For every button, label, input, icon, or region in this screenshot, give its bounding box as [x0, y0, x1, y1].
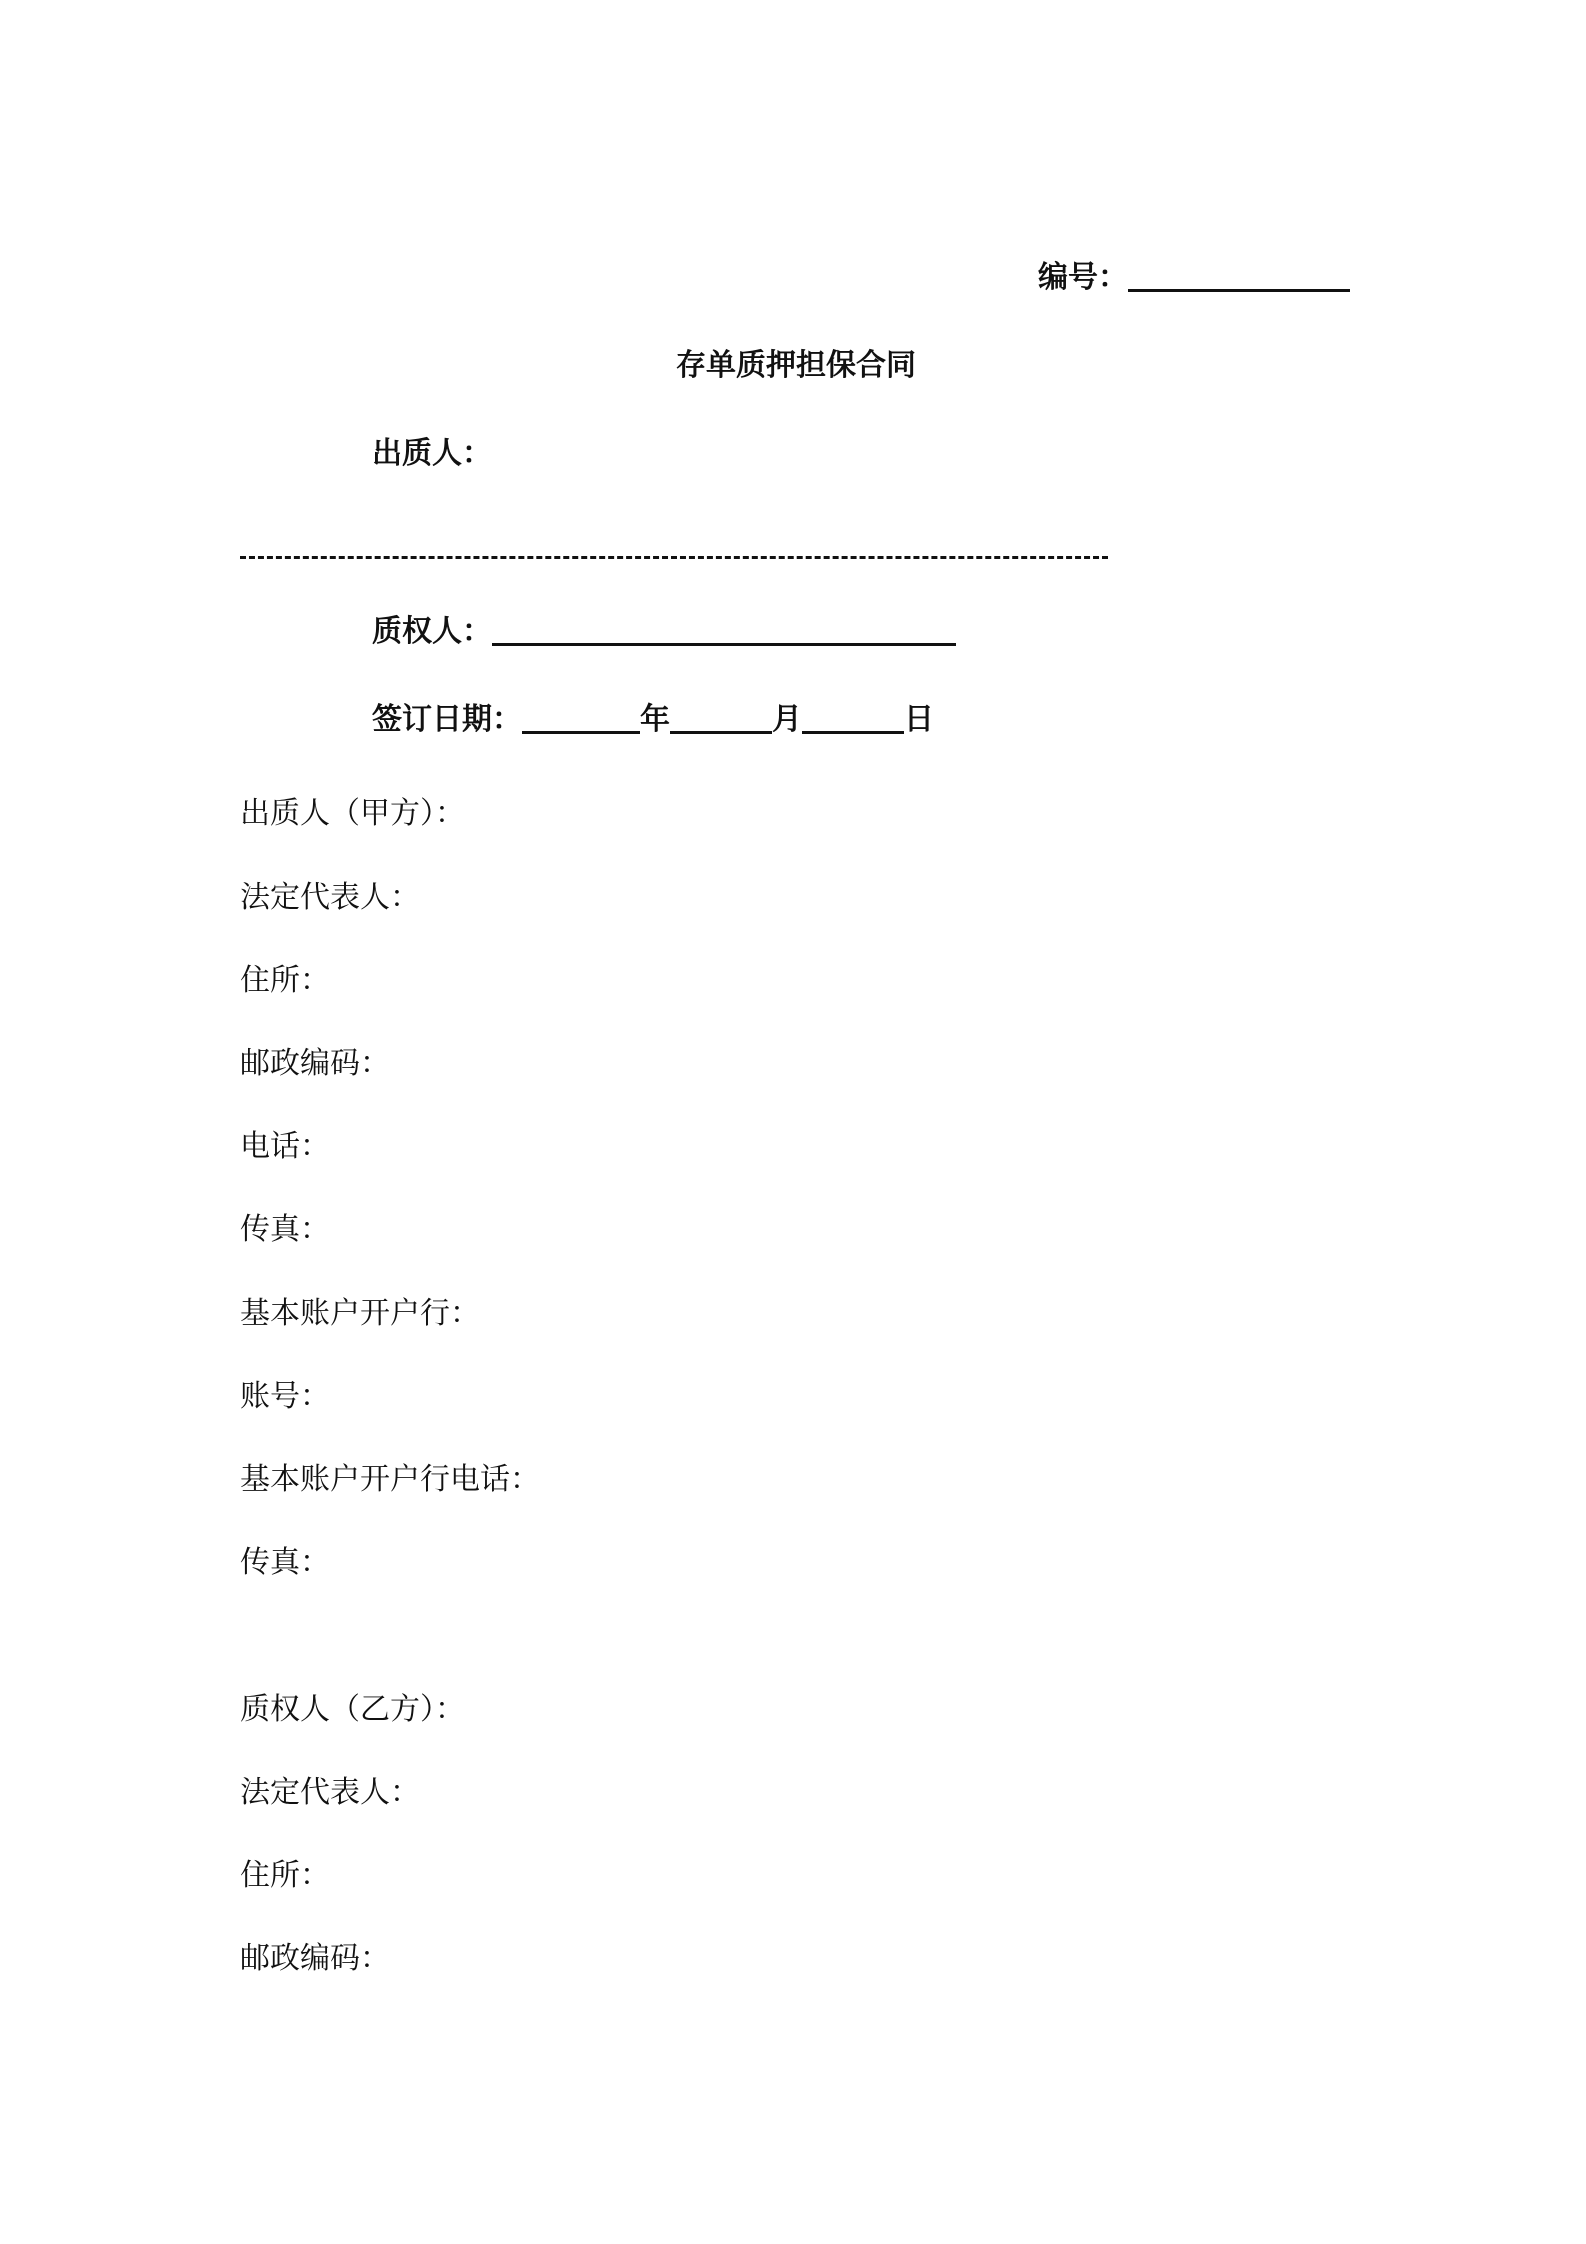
- party-b-postcode: 邮政编码：: [240, 1941, 390, 1976]
- contract-number-blank[interactable]: [1128, 289, 1350, 292]
- sign-year-blank[interactable]: [522, 731, 640, 734]
- sign-month-label: 月: [772, 702, 802, 737]
- party-a-legal-rep: 法定代表人：: [240, 880, 420, 915]
- party-a-bank: 基本账户开户行：: [240, 1296, 480, 1331]
- party-a-fax: 传真：: [240, 1212, 330, 1247]
- cover-pledgee-line: [372, 614, 956, 650]
- party-a-bank-phone: 基本账户开户行电话：: [240, 1462, 540, 1497]
- cover-pledgee-blank[interactable]: [492, 643, 956, 646]
- contract-number-label: 编号：: [1038, 260, 1128, 295]
- sign-day-blank[interactable]: [802, 731, 904, 734]
- party-b-address: 住所：: [240, 1858, 330, 1893]
- sign-date-label: 签订日期：: [372, 702, 522, 737]
- sign-day-label: 日: [904, 702, 934, 737]
- sign-year-label: 年: [640, 702, 670, 737]
- party-b-heading: 质权人（乙方）：: [240, 1692, 465, 1727]
- cover-pledgor-label: 出质人：: [372, 436, 492, 471]
- party-a-heading: 出质人（甲方）：: [240, 796, 465, 831]
- contract-number-line: [1038, 260, 1350, 296]
- sign-date-line: [372, 702, 934, 738]
- party-a-postcode: 邮政编码：: [240, 1046, 390, 1081]
- party-a-fax-2: 传真：: [240, 1545, 330, 1580]
- document-title: 存单质押担保合同: [676, 348, 916, 383]
- sign-month-blank[interactable]: [670, 731, 772, 734]
- party-b-legal-rep: 法定代表人：: [240, 1775, 420, 1810]
- cover-pledgor-blank[interactable]: [240, 556, 1108, 559]
- party-a-account: 账号：: [240, 1379, 330, 1414]
- party-a-phone: 电话：: [240, 1129, 330, 1164]
- cover-pledgee-label: 质权人：: [372, 614, 492, 649]
- party-a-address: 住所：: [240, 963, 330, 998]
